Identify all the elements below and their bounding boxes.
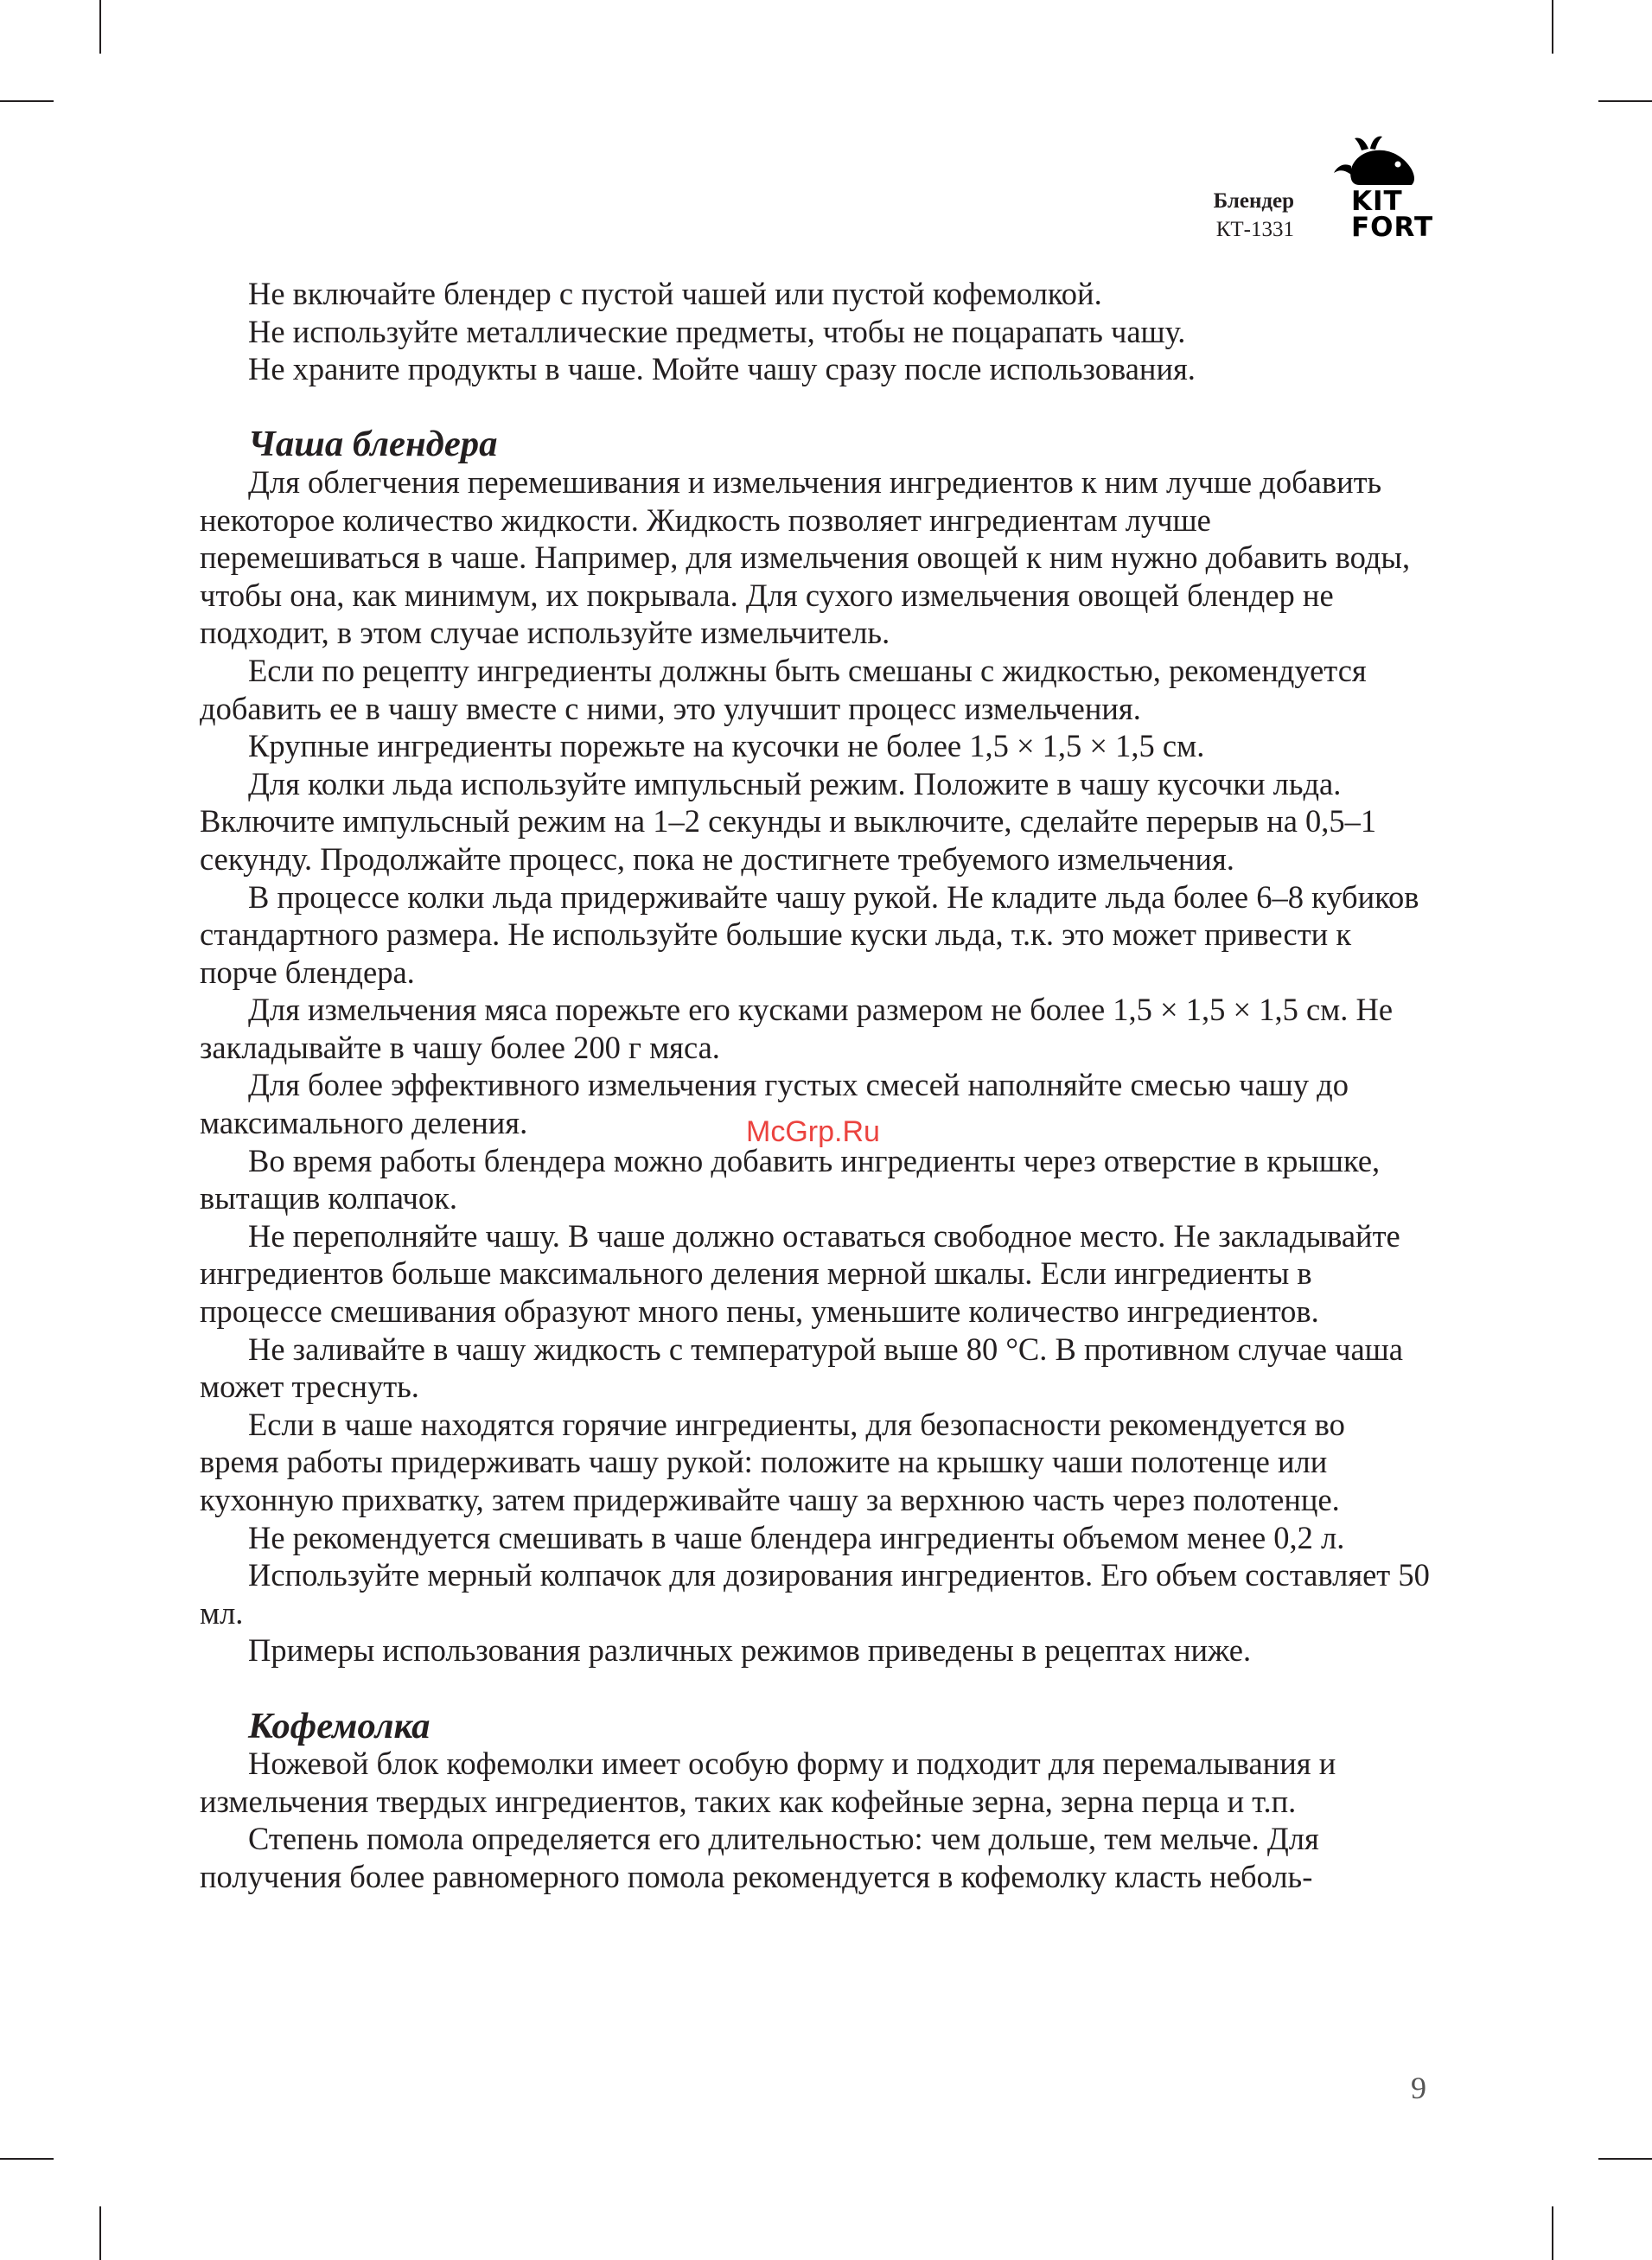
paragraph: Если по рецепту ингредиенты должны быть смешаны с жидкостью, рекомендуется добавить ее в чашу вместе с ними, это улучшит процесс измельчения. [200, 652, 1367, 726]
crop-mark [0, 100, 54, 102]
crop-mark [1552, 0, 1553, 54]
paragraph: Не храните продукты в чаше. Мойте чашу сразу после использования. [248, 351, 1196, 387]
section-heading: Чаша блендера [248, 424, 498, 465]
paragraph: Ножевой блок кофемолки имеет особую форму и подходит для перемалывания и измельчения твердых ингредиентов, таких как кофейные зерна, зерна перца и т.п. [200, 1746, 1336, 1819]
paragraph: Для облегчения перемешивания и измельчения ингредиентов к ним лучше добавить некоторое количество жидкости. Жидкость позволяет ингредиентам лучше перемешиваться в чаше. Например, для измельчения овощей к ним нужно добавить воды, чтобы она, как минимум, их покрывала. Для сухого измельчения овощей блендер не подходит, в этом случае используйте измельчитель. [200, 463, 1411, 651]
paragraph: Не используйте металлические предметы, чтобы не поцарапать чашу. [248, 313, 1186, 349]
crop-mark [1552, 2206, 1553, 2260]
product-name: Блендер [1213, 189, 1294, 213]
paragraph: Не включайте блендер с пустой чашей или пустой кофемолкой. [248, 276, 1102, 311]
brand-wordmark: KIT FORT [1351, 186, 1434, 243]
paragraph: Примеры использования различных режимов приведены в рецептах ниже. [248, 1632, 1252, 1669]
paragraph: Используйте мерный колпачок для дозирования ингредиентов. Его объем составляет 50 мл. [200, 1557, 1430, 1631]
crop-mark [1598, 2158, 1652, 2160]
crop-mark [1598, 100, 1652, 102]
crop-mark [99, 2206, 101, 2260]
brand-logo [1325, 131, 1438, 244]
paragraph: Для измельчения мяса порежьте его кусками размером не более 1,5 × 1,5 × 1,5 см. Не закладывайте в чашу более 200 г мяса. [200, 992, 1394, 1065]
paragraph: Не переполняйте чашу. В чаше должно оставаться свободное место. Не закладывайте ингредиентов больше максимального деления мерной шкалы. Если ингредиенты в процессе смешивания образуют много пены, уменьшите количество ингредиентов. [200, 1217, 1400, 1330]
crop-mark [0, 2158, 54, 2160]
paragraph: Крупные ингредиенты порежьте на кусочки не более 1,5 × 1,5 × 1,5 см. [248, 728, 1205, 764]
paragraph: В процессе колки льда придерживайте чашу рукой. Не кладите льда более 6–8 кубиков стандартного размера. Не используйте большие куски льда, т.к. это может привести к порче блендера. [200, 878, 1419, 990]
page-header [1214, 187, 1294, 244]
paragraph: Не рекомендуется смешивать в чаше блендера ингредиенты объемом менее 0,2 л. [248, 1519, 1345, 1555]
whale-icon [1325, 131, 1438, 192]
paragraph: Для колки льда используйте импульсный режим. Положите в чашу кусочки льда. Включите импульсный режим на 1–2 секунды и выключите, сделайте перерыв на 0,5–1 секунду. Продолжайте процесс, пока не достигнете требуемого измельчения. [200, 765, 1377, 877]
page-content [200, 275, 1432, 1896]
watermark: McGrp.Ru [746, 1115, 880, 1148]
section-heading: Кофемолка [248, 1705, 431, 1746]
model-number: КТ-1331 [1215, 218, 1294, 241]
paragraph: Степень помола определяется его длительностью: чем дольше, тем мельче. Для получения более равномерного помола рекомендуется в кофемолку класть неболь- [200, 1821, 1319, 1894]
paragraph: Не заливайте в чашу жидкость с температурой выше 80 °С. В противном случае чаша может треснуть. [200, 1331, 1403, 1405]
crop-mark [99, 0, 101, 54]
paragraph: Во время работы блендера можно добавить ингредиенты через отверстие в крышке, вытащив колпачок. [200, 1142, 1381, 1216]
page-number: 9 [1411, 2071, 1426, 2105]
paragraph: Для более эффективного измельчения густых смесей наполняйте смесью чашу до максимального деления. [200, 1067, 1349, 1141]
paragraph: Если в чаше находятся горячие ингредиенты, для безопасности рекомендуется во время работы придерживать чашу рукой: положите на крышку чаши полотенце или кухонную прихватку, затем придерживайте чашу за верхнюю часть через полотенце. [200, 1406, 1345, 1517]
